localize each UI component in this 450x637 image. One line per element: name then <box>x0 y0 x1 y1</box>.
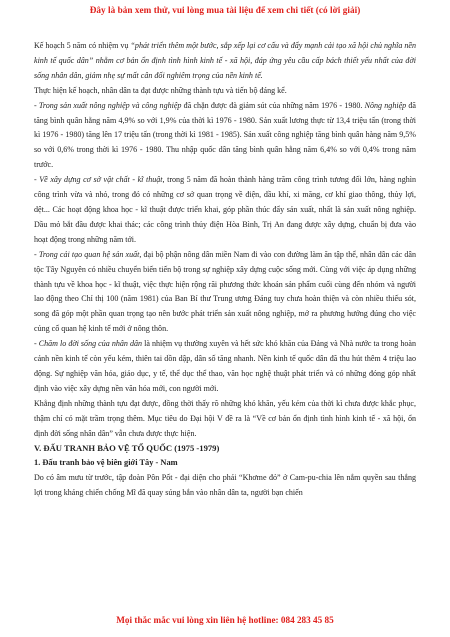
paragraph-infrastructure <box>34 173 416 248</box>
hotline-banner: Mọi thắc mắc vui lòng xin liên hệ hotline: 084 283 45 85 <box>116 615 334 625</box>
paragraph-text: đã chặn được đà giảm sút của những năm 1976 - 1980. <box>181 100 365 110</box>
italic-text: Về xây dựng cơ sở vật chất - kĩ thuật <box>39 175 163 185</box>
preview-banner: Đây là bản xem thử, vui lòng mua tài liệu để xem chi tiết (có lời giải) <box>89 5 361 15</box>
italic-text: Nông nghiệp <box>364 100 407 110</box>
italic-text: Chăm lo đời sống của nhân dân <box>38 339 143 349</box>
dash: - <box>34 175 40 185</box>
paragraph-assessment: Khẳng định những thành tựu đạt được, đồng thời thấy rõ những khó khăn, yếu kém của thời kì chưa được khắc phục, thậm chí có mặt trầm trọng thêm. Mục tiêu do Đại hội V đề ra là “Về cơ bản ổn định tình hình kinh tế - xã hội, ổn định đời sống nhân dân” vẫn chưa được thực hiện. <box>34 398 416 438</box>
paragraph-text: đã tăng bình quân hằng năm 4,9% so với 1,9% của thời kì 1976 - 1980. Sản xuất lương thực từ 13,4 triệu tấn (trong thời kì 1976 - 1980) tăng lên 17 triệu tấn (trong thời kì 1981 - 1985). Sản xuất công nghiệp tăng bình quân hàng năm 9,5% so với 0,6% trong thời kì 1976 - 1980. Thu nhập quốc dân tăng bình quân hằng năm 6,4% so với 0,4% trong năm trước. <box>34 100 416 170</box>
paragraph-southwest-border: Do có âm mưu từ trước, tập đoàn Pôn Pốt - đại diện cho phái “Khơme đỏ” ở Cam-pu-chia lên nắm quyền sau thắng lợi trong kháng chiến chống Mĩ đã quay súng bắn vào nhân dân ta, người bạn chiến <box>34 473 416 498</box>
italic-text: Trong cải tạo quan hệ sản xuất <box>38 249 140 259</box>
paragraph-production-relations <box>34 248 416 337</box>
paragraph-text: , trong 5 năm đã hoàn thành hàng trăm công trình tương đối lớn, hàng nghìn công trình vừa và nhỏ, trong đó có những cơ sở quan trọng về điện, dầu khí, xi măng, cơ khí giao thông, thủy lợi, dệt... Các hoạt động khoa học - kĩ thuật được triển khai, góp phần thúc đẩy sản xuất, nhất là sản xuất nông nghiệp. Dầu mỏ bắt đầu được khai thác; các công trình thủy điện Hòa Bình, Trị An đang được xây dựng, chuẩn bị đưa vào hoạt động trong những năm tới. <box>34 175 416 244</box>
paragraph-plan <box>34 39 416 84</box>
paragraph-living-standards <box>34 337 416 397</box>
subsection-heading: 1. Đấu tranh bảo vệ biên giới Tây - Nam <box>34 458 178 468</box>
paragraph-agriculture-industry <box>34 99 416 174</box>
document-body <box>34 39 416 501</box>
paragraph-achievements: Thực hiện kế hoạch, nhân dân ta đạt được những thành tựu và tiến bộ đáng kể. <box>34 85 287 95</box>
italic-text: Trong sản xuất nông nghiệp và công nghiệp <box>38 100 182 110</box>
section-heading: V. ĐẤU TRANH BẢO VỆ TỔ QUỐC (1975 -1979) <box>34 443 220 454</box>
dash: - <box>34 100 39 110</box>
dash: - <box>34 339 39 349</box>
paragraph-text: là nhiệm vụ thường xuyên và hết sức khó khăn của Đảng và Nhà nước ta trong hoàn cảnh nền kinh tế còn yếu kém, thiên tai dồn dập, dân số tăng nhanh. Nền kinh tế quốc dân đã thu hút thêm 4 triệu lao động. Sự nghiệp văn hóa, giáo dục, y tế, thể dục thể thao, văn học nghệ thuật phát triển và có những đóng góp nhất định vào việc xây dựng nền văn hóa mới, con người mới. <box>34 339 416 393</box>
dash: - <box>34 249 39 259</box>
paragraph-text: , đại bộ phận nông dân miền Nam đi vào con đường làm ăn tập thể, nhân dân các dân tộc Tây Nguyên có nhiều chuyển biến tiến bộ trong sự nghiệp xây dựng cuộc sống mới. Cùng với việc áp dụng những thành tựu về khoa học - kĩ thuật, việc thực hiện rộng rãi phương thức khoán sản phẩm cuối cùng đến nhóm và người lao động theo Chỉ thị 100 (năm 1981) của Ban Bí thư Trung ương Đảng tuy chưa hoàn thiện và còn nhiều thiếu sót, song đã góp một phần quan trọng tạo nên bước phát triển sản xuất nông nghiệp, mở ra phương hướng đúng cho việc củng cố quan hệ kinh tế mới ở nông thôn. <box>34 249 416 334</box>
paragraph-text: Kế hoạch 5 năm có nhiệm vụ <box>34 41 131 50</box>
italic-text: “phát triển thêm một bước, sắp xếp lại cơ cấu và đẩy mạnh cải tạo xã hội chủ nghĩa nền kinh tế quốc dân” nhằm cơ bản ổn định tình hình kinh tế - xã hội, đáp ứng yêu cầu cấp bách thiết yếu nhất của đời sống nhân dân, giảm nhẹ sự mất cân đối nghiêm trọng của nền kinh tế. <box>34 41 416 80</box>
